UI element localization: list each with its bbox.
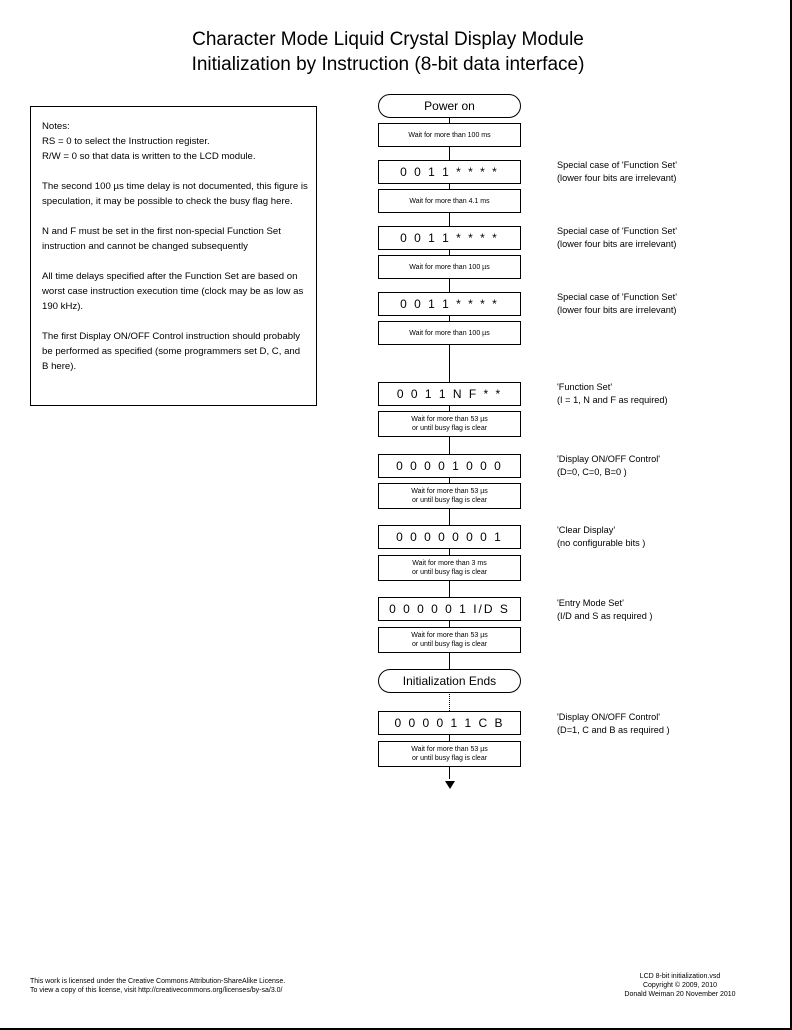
display-onoff-control-2: 0 0 0 0 1 1 C B (378, 711, 521, 735)
clear-display: 0 0 0 0 0 0 0 1 (378, 525, 521, 549)
function-set: 0 0 1 1 N F * * (378, 382, 521, 406)
side-note: Special case of 'Function Set' (lower four bits are irrelevant) (557, 160, 677, 183)
side-note: 'Entry Mode Set' (I/D and S as required ) (557, 598, 653, 621)
copyright: Copyright © 2009, 2010 (642, 982, 718, 989)
notes-paragraph: The second 100 µs time delay is not documented, this figure is speculation, it may be possible to check the busy flag here. (42, 181, 308, 207)
file-info-footer (600, 972, 760, 999)
notes-paragraph: All time delays specified after the Function Set are based on worst case instruction execution time (clock may be as low as 190 kHz). (42, 271, 304, 312)
notes-paragraph: N and F must be set in the first non-special Function Set instruction and cannot be changed subsequently (42, 226, 281, 252)
side-note: Special case of 'Function Set' (lower four bits are irrelevant) (557, 226, 677, 249)
side-note: 'Display ON/OFF Control' (D=1, C and B as required ) (557, 712, 670, 735)
side-note: 'Display ON/OFF Control' (D=0, C=0, B=0 ) (557, 454, 661, 477)
entry-mode-set: 0 0 0 0 0 1 I/D S (378, 597, 521, 621)
wait-box: Wait for more than 100 µs (378, 255, 521, 279)
page-subtitle: Initialization by Instruction (8-bit data interface) (191, 54, 585, 75)
function-set-special-1: 0 0 1 1 * * * * (378, 160, 521, 184)
side-note: 'Function Set' (I = 1, N and F as required) (557, 382, 668, 405)
side-note: 'Clear Display' (no configurable bits ) (557, 525, 646, 548)
side-note: Special case of 'Function Set' (lower four bits are irrelevant) (557, 292, 677, 315)
function-set-special-3: 0 0 1 1 * * * * (378, 292, 521, 316)
wait-box: Wait for more than 53 µs or until busy flag is clear (378, 741, 521, 767)
notes-heading: Notes: (42, 121, 70, 132)
wait-box: Wait for more than 53 µs or until busy flag is clear (378, 411, 521, 437)
function-set-special-2: 0 0 1 1 * * * * (378, 226, 521, 250)
wait-box: Wait for more than 100 ms (378, 123, 521, 147)
license-footer (30, 977, 285, 995)
power-on-terminal: Power on (378, 94, 521, 118)
wait-box: Wait for more than 3 ms or until busy flag is clear (378, 555, 521, 581)
wait-box: Wait for more than 53 µs or until busy flag is clear (378, 627, 521, 653)
notes-line: RS = 0 to select the Instruction register. (42, 136, 210, 147)
license-line: This work is licensed under the Creative Commons Attribution-ShareAlike License. (30, 978, 286, 985)
display-onoff-control-1: 0 0 0 0 1 0 0 0 (378, 454, 521, 478)
license-line: To view a copy of this license, visit http://creativecommons.org/licenses/by-sa/3.0/ (30, 987, 283, 994)
flow-arrowhead (445, 781, 455, 789)
flow-dotted-connector (449, 692, 450, 711)
notes-box (30, 106, 317, 406)
file-name: LCD 8-bit initialization.vsd (639, 973, 721, 980)
wait-box: Wait for more than 53 µs or until busy flag is clear (378, 483, 521, 509)
notes-paragraph: The first Display ON/OFF Control instruction should probably be performed as specified (some programmers set D, C, and B here). (42, 331, 301, 372)
wait-box: Wait for more than 4.1 ms (378, 189, 521, 213)
page-title: Character Mode Liquid Crystal Display Module (192, 29, 584, 50)
initialization-ends-terminal: Initialization Ends (378, 669, 521, 693)
author-date: Donald Weiman 20 November 2010 (624, 991, 736, 998)
notes-line: R/W = 0 so that data is written to the LCD module. (42, 151, 256, 162)
wait-box: Wait for more than 100 µs (378, 321, 521, 345)
